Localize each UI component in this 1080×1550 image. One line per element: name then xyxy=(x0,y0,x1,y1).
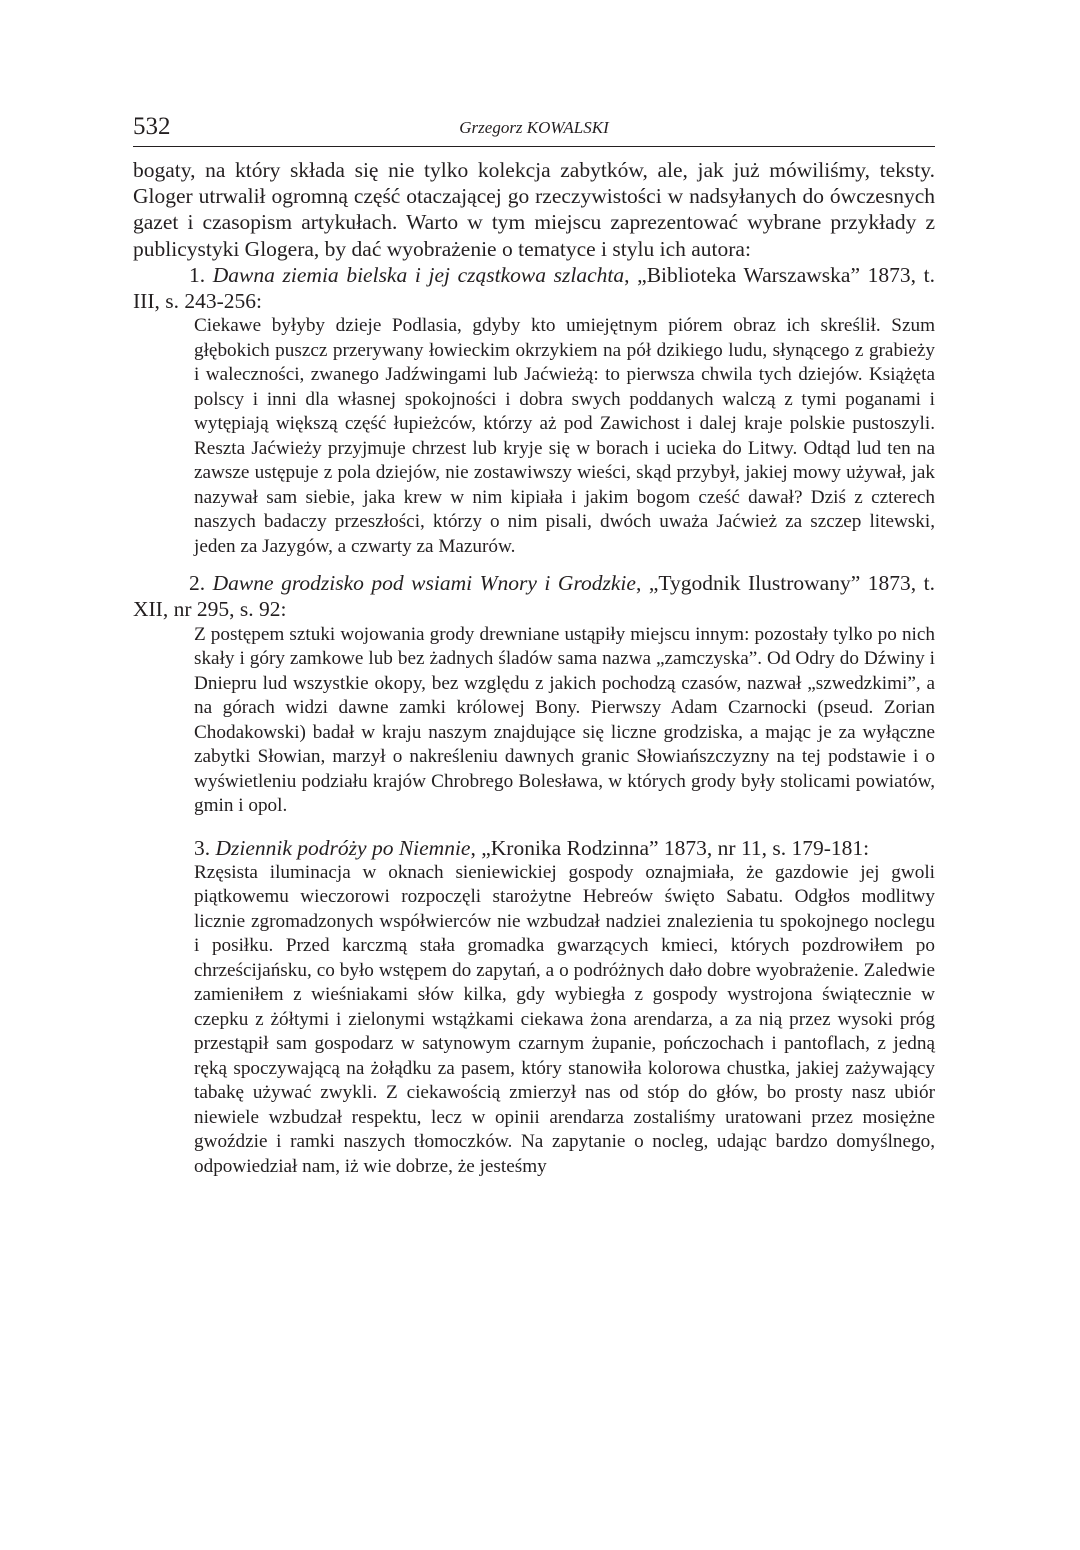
entry-2-ref: , „Tygodnik Ilustrowany” 1873, t. XII, nr 295, s. 92: xyxy=(133,571,935,622)
body-text xyxy=(133,157,935,1179)
entry-1-citation xyxy=(133,262,935,314)
entry-3-ref: , „Kronika Rodzinna” 1873, nr 11, s. 179-181: xyxy=(470,835,870,860)
entry-1-ref: , „Biblioteka Warszawska” 1873, t. III, s. 243-256: xyxy=(133,262,936,314)
entry-2-citation xyxy=(133,570,935,622)
entry-3-quote: Rzęsista iluminacja w oknach sieniewickiej gospody oznajmiała, że gazdowie jej gwoli piątkowemu wieczorowi rozpoczęli starożytne Hebreów święto Sabatu. Odgłos modlitwy licznie zgromadzonych współwierców nie wzbudzał nadziei znalezienia tu spokojnego noclegu i posiłku. Przed karczmą stała gromadka gwarzących kmieci, których pozdrowiłem po chrześcijańsku, co było wstępem do zapytań, a o podróżnych dało dobre wyobrażenie. Zaledwie zamieniłem z wieśniakami słów kilka, gdy wybiegła z gospody wystrojona świątecznie w czepku z żółtymi i zielonymi wstążkami ciekawa żona arendarza, a za nią przez wysoki próg przestąpił sam gospodarz w satynowym czarnym żupanie, pończochach i pantoflach, z jedną ręką spoczywającą na żołądku za pasem, który stanowiła kolorowa chustka, jakiej zażywający tabakę używać zwykli. Z ciekawością zmierzył nas od stóp do głów, bo prosty nasz ubiór niewiele wzbudzał respektu, lecz w opinii arendarza zostaliśmy uratowani przez mosiężne gwoździe i ramki naszych tłomoczków. Na zapytanie o nocleg, udając bardzo domyślnego, odpowiedział nam, iż wie dobrze, że jesteśmy xyxy=(194,861,935,1177)
entry-1-number: 1. xyxy=(189,262,206,287)
entry-2-quote: Z postępem sztuki wojowania grody drewniane ustąpiły miejscu innym: pozostały tylko po nich skały i góry zamkowe lub bez żadnych śladów sama nazwa „zamczyska”. Od Odry do Dźwiny i Dniepru lud wszystkie okopy, bez względu z jakich pochodzą czasów, nazwał „szwedzkimi”, a na górach widzi dawne zamki królowej Bony. Pierwszy Adam Czarnocki (pseud. Zorian Chodakowski) badał w kraju naszym znajdujące się liczne grodziska, a mając je za wyłączne zabytki Słowian, marzył o nakreśleniu dawnych granic Słowiańszczyzny na tej podstawie i o wyświetleniu podziału krajów Chrobrego Bolesława, w których grody były stolicami powiatów, gmin i opol. xyxy=(194,623,935,817)
entry-1-quote: Ciekawe byłyby dzieje Podlasia, gdyby kto umiejętnym piórem obraz ich skreślił. Szum głębokich puszcz przerywany łowieckim okrzykiem na pół dzikiego ludu, słynącego z grabieży i waleczności, zwanego Jadźwingami lub Jaćwieżą: to pierwsza chwila tych dziejów. Książęta polscy i inni dla własnej spokojności i dobra swych poddanych walczą z tymi poganami i wytępiają większą część łupieżców, którzy aż pod Zawichost i dalej kraje polskie pustoszyli. Reszta Jaćwieży przyjmuje chrzest lub kryje się w borach i ucieka do Litwy. Odtąd lud ten na zawsze ustępuje z pola dziejów, nie zostawiwszy wieści, skąd przybył, jakiej mowy używał, jak nazywał sam siebie, jaka krew w nim kipiała i jakim bogom cześć dawał? Dziś z czterech naszych badaczy przeszłości, którzy o nim pisali, dwóch uważa Jaćwież za szczep litewski, jeden za Jazygów, a czwarty za Mazurów. xyxy=(194,315,935,557)
entry-2-number: 2. xyxy=(189,571,206,596)
entry-3-title: Dziennik podróży po Niemnie xyxy=(215,835,471,860)
entry-1-title: Dawna ziemia bielska i jej cząstkowa szlachta xyxy=(212,262,625,287)
entry-3-number: 3. xyxy=(194,835,211,860)
page-header xyxy=(133,112,935,147)
entry-2-title: Dawne grodzisko pod wsiami Wnory i Grodzkie xyxy=(212,571,636,596)
intro-paragraph: bogaty, na który składa się nie tylko kolekcja zabytków, ale, jak już mówiliśmy, teksty. Gloger utrwalił ogromną część otaczającej go rzeczywistości w nadsyłanych do ówczesnych gazet i czasopism artykułach. Warto w tym miejscu zaprezentować wybrane przykłady z publicystyki Glogera, by dać wyobrażenie o tematyce i stylu ich autora: xyxy=(133,158,935,261)
entry-3-citation xyxy=(194,835,935,861)
running-head: Grzegorz KOWALSKI xyxy=(459,118,609,137)
page-number: 532 xyxy=(133,113,171,140)
